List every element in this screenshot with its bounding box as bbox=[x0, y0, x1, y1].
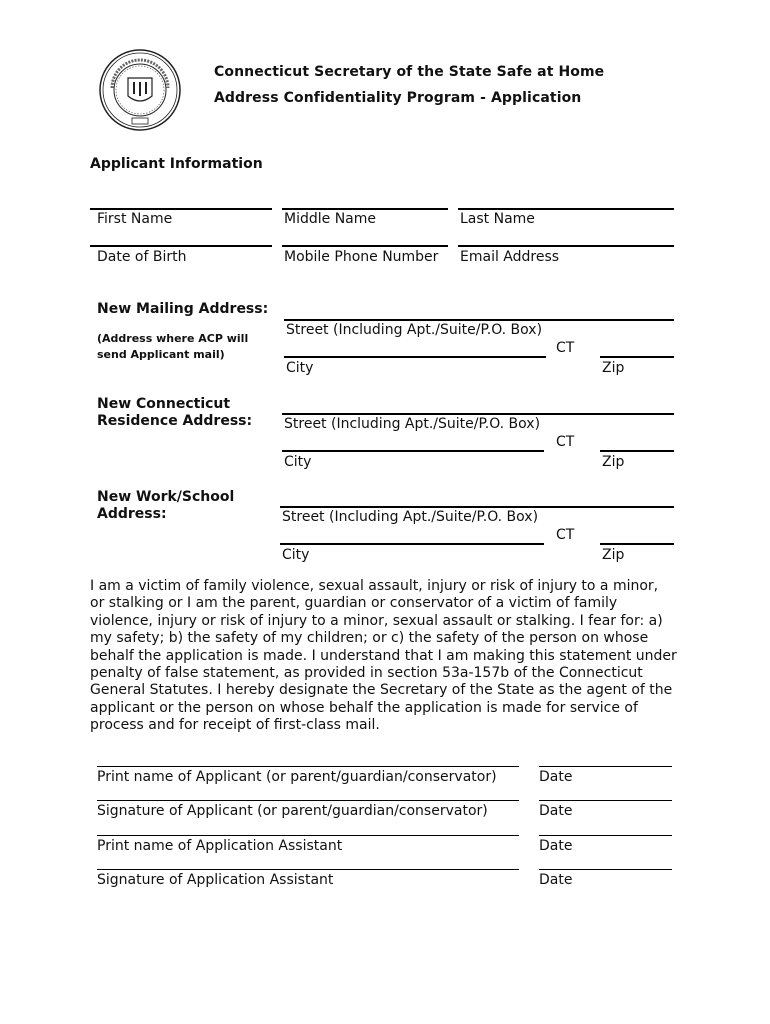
date-label: Date bbox=[539, 838, 573, 854]
mailing-state-label: CT bbox=[556, 340, 575, 356]
first-name-field[interactable] bbox=[90, 208, 272, 210]
declaration-line: behalf the application is made. I understand that I am making this statement under bbox=[90, 647, 677, 664]
residence-zip-label: Zip bbox=[602, 454, 625, 470]
residence-zip-field[interactable] bbox=[600, 450, 674, 452]
work-title-line2: Address: bbox=[97, 506, 167, 522]
signature-assistant-date-field[interactable] bbox=[539, 869, 672, 870]
print-applicant-label: Print name of Applicant (or parent/guardian/conservator) bbox=[97, 769, 497, 785]
declaration-line: process and for receipt of first-class mail. bbox=[90, 717, 380, 734]
last-name-field[interactable] bbox=[458, 208, 674, 210]
declaration-line: General Statutes. I hereby designate the Secretary of the State as the agent of the bbox=[90, 682, 673, 699]
mailing-zip-field[interactable] bbox=[600, 356, 674, 358]
work-zip-field[interactable] bbox=[600, 543, 674, 545]
residence-title-line1: New Connecticut bbox=[97, 396, 231, 412]
mailing-address-title: New Mailing Address: bbox=[97, 301, 269, 317]
residence-city-label: City bbox=[284, 454, 312, 470]
residence-street-field[interactable] bbox=[282, 413, 674, 415]
date-label: Date bbox=[539, 803, 573, 819]
work-title-line1: New Work/School bbox=[97, 489, 235, 505]
work-zip-label: Zip bbox=[602, 547, 625, 563]
mailing-note-line2: send Applicant mail) bbox=[97, 348, 225, 361]
declaration-line: or stalking or I am the parent, guardian or conservator of a victim of family bbox=[90, 595, 618, 612]
mailing-note-line1: (Address where ACP will bbox=[97, 332, 249, 345]
last-name-label: Last Name bbox=[460, 211, 535, 227]
signature-applicant-label: Signature of Applicant (or parent/guardian/conservator) bbox=[97, 803, 488, 819]
print-applicant-field[interactable] bbox=[97, 766, 519, 767]
state-seal-icon bbox=[98, 48, 182, 132]
print-assistant-label: Print name of Application Assistant bbox=[97, 838, 343, 854]
date-label: Date bbox=[539, 769, 573, 785]
first-name-label: First Name bbox=[97, 211, 173, 227]
dob-field[interactable] bbox=[90, 245, 272, 247]
mobile-phone-field[interactable] bbox=[282, 245, 448, 247]
mailing-street-label: Street (Including Apt./Suite/P.O. Box) bbox=[286, 322, 543, 338]
signature-applicant-date-field[interactable] bbox=[539, 800, 672, 801]
section-title-applicant: Applicant Information bbox=[90, 156, 263, 172]
mobile-phone-label: Mobile Phone Number bbox=[284, 249, 439, 265]
work-city-label: City bbox=[282, 547, 310, 563]
form-title-line2: Address Confidentiality Program - Application bbox=[214, 90, 582, 106]
signature-assistant-label: Signature of Application Assistant bbox=[97, 872, 334, 888]
residence-street-label: Street (Including Apt./Suite/P.O. Box) bbox=[284, 416, 541, 432]
work-street-label: Street (Including Apt./Suite/P.O. Box) bbox=[282, 509, 539, 525]
print-applicant-date-field[interactable] bbox=[539, 766, 672, 767]
declaration-paragraph bbox=[90, 578, 690, 735]
residence-city-field[interactable] bbox=[282, 450, 544, 452]
declaration-line: applicant or the person on whose behalf the application is made for service of bbox=[90, 699, 638, 716]
date-label: Date bbox=[539, 872, 573, 888]
print-assistant-field[interactable] bbox=[97, 835, 519, 836]
mailing-zip-label: Zip bbox=[602, 360, 625, 376]
email-label: Email Address bbox=[460, 249, 560, 265]
print-assistant-date-field[interactable] bbox=[539, 835, 672, 836]
email-field[interactable] bbox=[458, 245, 674, 247]
work-state-label: CT bbox=[556, 527, 575, 543]
signature-assistant-field[interactable] bbox=[97, 869, 519, 870]
mailing-city-field[interactable] bbox=[284, 356, 546, 358]
middle-name-field[interactable] bbox=[282, 208, 448, 210]
residence-state-label: CT bbox=[556, 434, 575, 450]
mailing-street-field[interactable] bbox=[284, 319, 674, 321]
signature-applicant-field[interactable] bbox=[97, 800, 519, 801]
declaration-line: violence, injury or risk of injury to a minor, sexual assault or stalking. I fear for: a) bbox=[90, 612, 663, 629]
dob-label: Date of Birth bbox=[97, 249, 187, 265]
work-street-field[interactable] bbox=[280, 506, 674, 508]
form-title-line1: Connecticut Secretary of the State Safe at Home bbox=[214, 64, 605, 80]
declaration-line: I am a victim of family violence, sexual assault, injury or risk of injury to a minor, bbox=[90, 578, 659, 594]
residence-title-line2: Residence Address: bbox=[97, 413, 253, 429]
declaration-line: penalty of false statement, as provided in section 53a-157b of the Connecticut bbox=[90, 665, 643, 682]
work-city-field[interactable] bbox=[280, 543, 544, 545]
mailing-city-label: City bbox=[286, 360, 314, 376]
declaration-line: my safety; b) the safety of my children; or c) the safety of the person on whose bbox=[90, 630, 649, 647]
middle-name-label: Middle Name bbox=[284, 211, 376, 227]
